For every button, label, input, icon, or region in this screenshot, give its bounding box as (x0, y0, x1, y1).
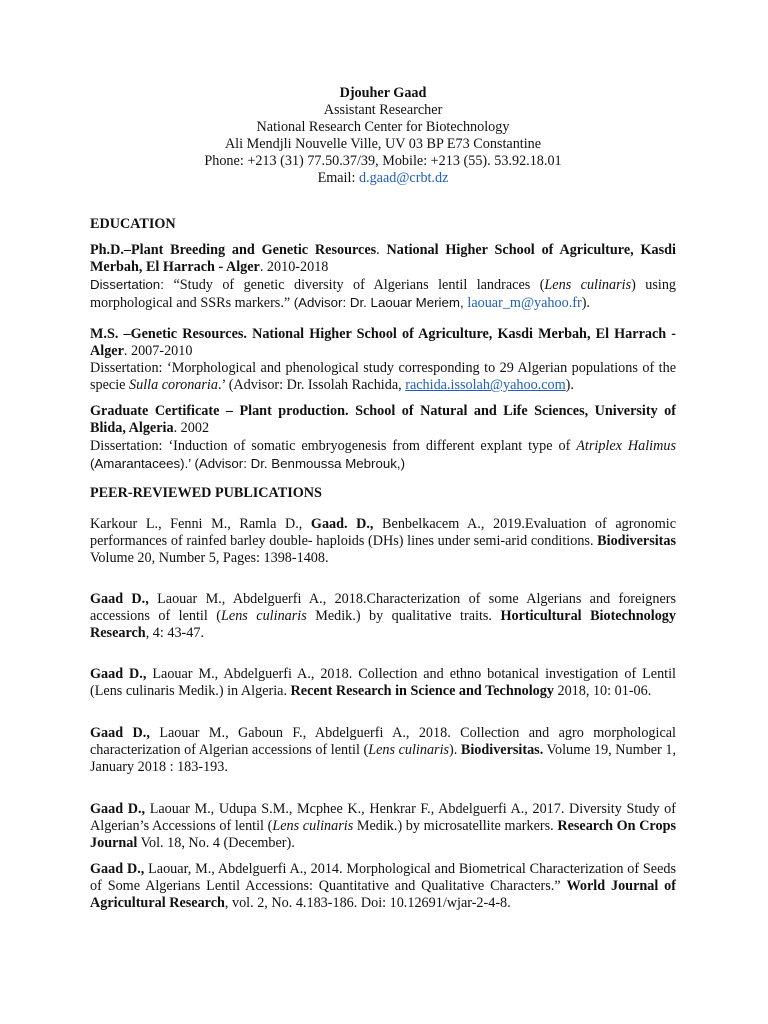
cert-diss-text1: Dissertation: ‘Induction of somatic embryogenesis from different explant type of (90, 438, 577, 454)
ms-diss-text1: Dissertation: ‘Morphological and phenological study corresponding to 29 Algerian populations of the specie (90, 360, 676, 393)
pub1-details: Volume 20, Number 5, Pages: 1398-1408. (90, 550, 329, 566)
phd-diss-species: Lens culinaris (544, 277, 632, 293)
pub5-species: Lens culinaris (272, 818, 354, 834)
ms-advisor-email[interactable]: rachida.issolah@yahoo.com (405, 377, 566, 393)
pub1-author-highlight: Gaad. D., (310, 516, 374, 532)
pub4-author-highlight: Gaad D., (90, 725, 150, 741)
pub4-species: Lens culinaris (368, 742, 450, 758)
phd-school: National Higher School of Agriculture, Kasdi Merbah, El Harrach - Alger (90, 242, 676, 275)
pub2-text2: Medik.) by qualitative traits. (306, 608, 501, 624)
pub6-journal: World Journal of Agricultural Research (90, 878, 676, 911)
address: Ali Mendjli Nouvelle Ville, UV 03 BP E73 Constantine (224, 136, 542, 152)
pub1-authors: Karkour L., Fenni M., Ramla D., (90, 516, 311, 532)
pub1-journal: Biodiversitas (597, 533, 676, 549)
pub6-text: Laouar, M., Abdelguerfi A., 2014. Morphological and Biometrical Characterization of Seeds of Some Algerians Lentil Accessions: Quantitative and Qualitative Characters.” (90, 861, 677, 894)
ms-advisor-end: ). (565, 377, 574, 393)
phd-diss-text1: “Study of genetic diversity of Algerians lentil landraces ( (173, 277, 545, 293)
person-position: Assistant Researcher (323, 102, 443, 118)
phone: Phone: +213 (31) 77.50.37/39, Mobile: +213 (55). 53.92.18.01 (204, 153, 562, 169)
pub2-author-highlight: Gaad D., (90, 591, 149, 607)
pub5-author-highlight: Gaad D., (90, 801, 146, 817)
cert-title: Graduate Certificate – Plant production. School of Natural and Life Sciences, University of Blida, Algeria (90, 403, 676, 436)
publication-item (90, 861, 676, 912)
phd-sep: . (376, 242, 387, 258)
pub1-text: Benbelkacem A., 2019.Evaluation of agronomic performances of rainfed barley double- haploids (DHs) lines under semi-arid conditions. (90, 516, 677, 549)
email-line (90, 170, 676, 187)
pub4-journal: Biodiversitas. (460, 742, 544, 758)
pub3-author-highlight: Gaad D., (90, 666, 147, 682)
person-name: Djouher Gaad (339, 85, 427, 101)
publications-heading: PEER-REVIEWED PUBLICATIONS (90, 485, 322, 501)
pub4-details: Volume 19, Number 1, January 2018 : 183-193. (90, 742, 676, 775)
pub5-details: Vol. 18, No. 4 (December). (137, 835, 295, 851)
pub3-journal: Recent Research in Science and Technology (290, 683, 554, 699)
pub2-text1: Laouar M., Abdelguerfi A., 2018.Characterization of some Algerians and foreigners accessions of lentil ( (90, 591, 676, 624)
ms-title: M.S. –Genetic Resources. National Higher School of Agriculture, Kasdi Merbah, El Harrach - Alger (90, 326, 676, 359)
institution: National Research Center for Biotechnology (256, 119, 510, 135)
phd-diss-prefix: Dissertation: (90, 277, 174, 292)
education-phd (90, 242, 676, 312)
pub2-species: Lens culinaris (221, 608, 307, 624)
pub6-details: , vol. 2, No. 4.183-186. Doi: 10.12691/wjar-2-4-8. (224, 895, 511, 911)
pub5-text1: Laouar M., Udupa S.M., Mcphee K., Henkrar F., Abdelguerfi A., 2017. Diversity Study of Algerian’s Accessions of lentil ( (90, 801, 676, 834)
phd-years: . 2010-2018 (259, 259, 329, 275)
pub4-text2: ). (449, 742, 461, 758)
publication-item (90, 801, 676, 852)
phd-advisor-end: ). (581, 295, 590, 311)
pub6-author-highlight: Gaad D., (90, 861, 145, 877)
email-label: Email: (317, 170, 359, 186)
phd-diss-text2: ) using morphological and SSRs markers.” (90, 277, 677, 311)
pub4-text1: Laouar M., Gaboun F., Abdelguerfi A., 2018. Collection and agro morphological characterization of Algerian accessions of lentil ( (90, 725, 677, 758)
education-cert (90, 403, 676, 473)
publication-item (90, 516, 676, 567)
pub3-details: 2018, 10: 01-06. (553, 683, 652, 699)
publication-item (90, 725, 676, 776)
pub5-text2: Medik.) by microsatellite markers. (353, 818, 558, 834)
pub2-journal: Horticultural Biotechnology Research (90, 608, 676, 641)
education-heading: EDUCATION (90, 216, 176, 232)
cert-years: . 2002 (173, 420, 210, 436)
phd-advisor-email[interactable]: laouar_m@yahoo.fr (467, 295, 582, 311)
email-link[interactable]: d.gaad@crbt.dz (358, 170, 449, 186)
ms-diss-text2: .’ (Advisor: Dr. Issolah Rachida, (217, 377, 406, 393)
pub2-details: , 4: 43-47. (145, 625, 205, 641)
publication-item (90, 666, 676, 700)
education-ms (90, 326, 676, 394)
ms-diss-species: Sulla coronaria (129, 377, 218, 393)
pub5-journal: Research On Crops Journal (90, 818, 676, 851)
pub3-text: Laouar M., Abdelguerfi A., 2018. Collection and ethno botanical investigation of Lentil (Lens culinaris Medik.) in Algeria. (90, 666, 676, 699)
phd-title: Ph.D.–Plant Breeding and Genetic Resources (90, 242, 377, 258)
cv-header (90, 85, 676, 187)
ms-years: . 2007-2010 (123, 343, 193, 359)
cert-diss-text2: (Amarantacees).’ (Advisor: Dr. Benmoussa Mebrouk,) (90, 456, 406, 471)
cv-document (90, 85, 676, 912)
phd-advisor: (Advisor: Dr. Laouar Meriem, (293, 295, 468, 310)
cert-diss-species: Atriplex Halimus (576, 438, 676, 454)
publication-item (90, 591, 676, 642)
